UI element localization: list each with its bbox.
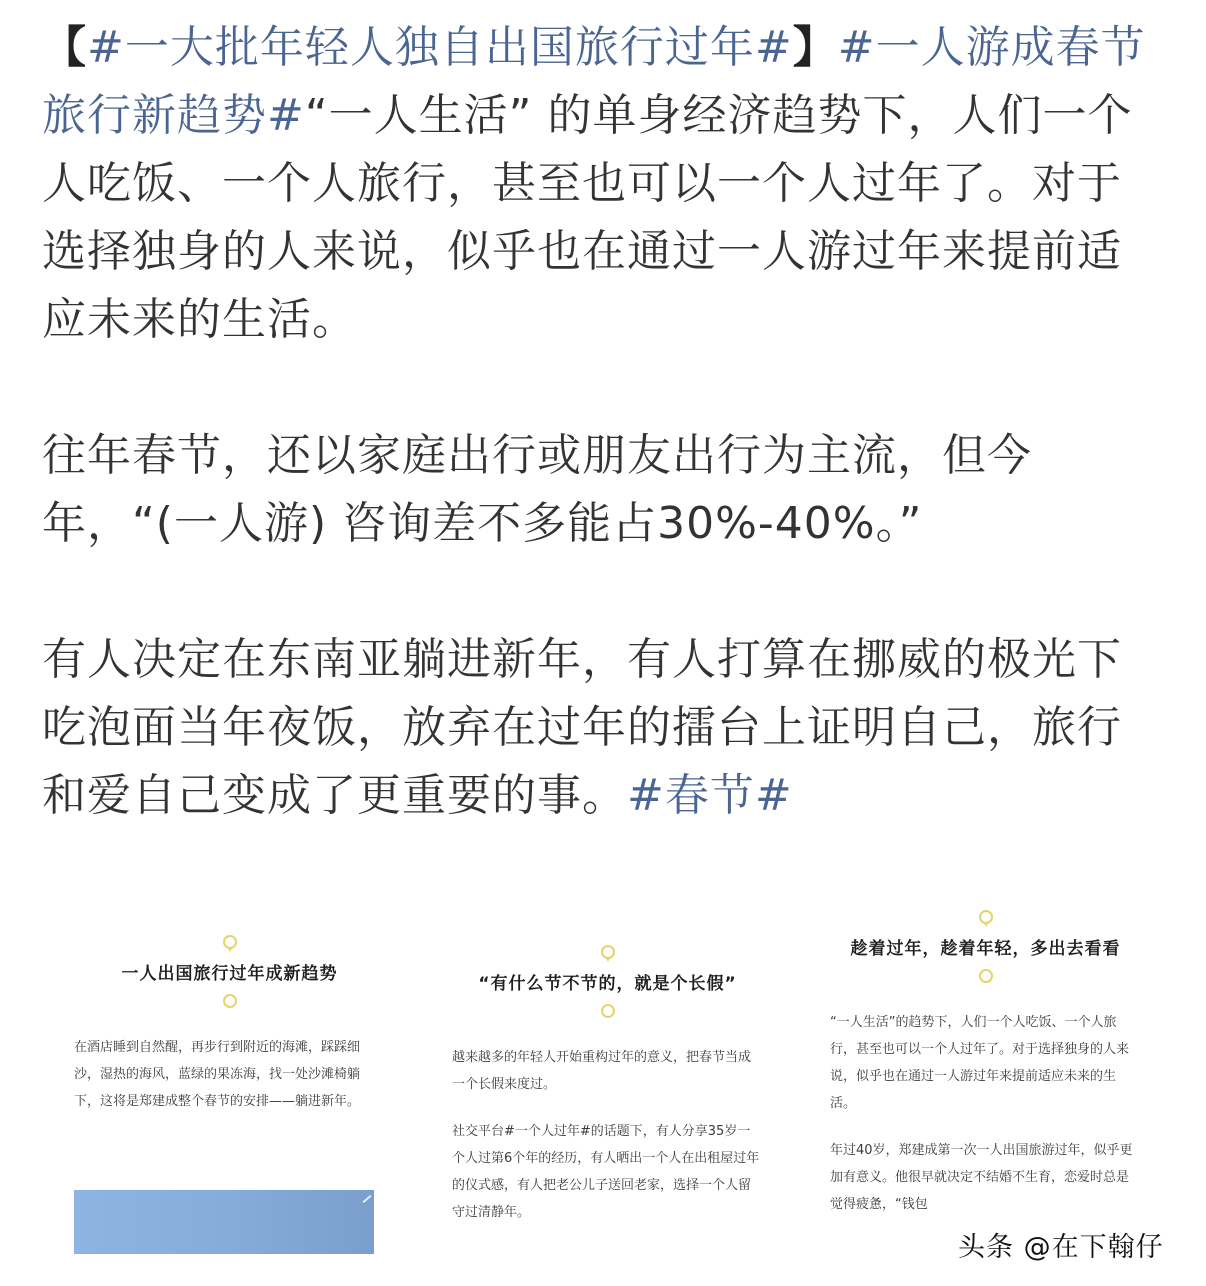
card-paragraph: 年过40岁，郑建成第一次一人出国旅游过年，似乎更加有意义。他很早就决定不结婚不生育，恋爱时总是觉得疲惫，“钱包: [830, 1143, 1133, 1212]
bracket-open: 【: [42, 22, 87, 73]
hashtag-link-new-trend[interactable]: #一人游成春节旅行新趋势#: [42, 22, 1146, 141]
circle-ornament-icon: [223, 994, 237, 1008]
bracket-close: 】: [792, 22, 838, 73]
paragraph-2-text: 往年春节，还以家庭出行或朋友出行为主流，但今年，“(一人游) 咨询差不多能占30%-40%。”: [42, 430, 1032, 549]
hashtag-link-spring-festival[interactable]: #春节#: [627, 770, 793, 821]
paragraph-2: [42, 422, 1152, 558]
paragraph-3-text: 有人决定在东南亚躺进新年，有人打算在挪威的极光下吃泡面当年夜饭，放弃在过年的擂台上证明自己，旅行和爱自己变成了更重要的事。: [42, 634, 1122, 821]
watermark: 头条 @在下翰仔: [958, 1232, 1164, 1263]
contrail-decoration: [363, 1195, 372, 1203]
card-paragraph: “一人生活”的趋势下，人们一个人吃饭、一个人旅行，甚至也可以一个人过年了。对于选择独身的人来说，似乎也在通过一人游过年来提前适应未来的生活。: [830, 1015, 1130, 1111]
card-paragraph: 社交平台#一个人过年#的话题下，有人分享35岁一个人过第6个年的经历，有人晒出一个人在出租屋过年的仪式感，有人把老公儿子送回老家，选择一个人留守过清静年。: [452, 1124, 760, 1220]
circle-ornament-icon: [979, 969, 993, 983]
card-title: 一人出国旅行过年成新趋势: [121, 964, 338, 984]
card-paragraph: 越来越多的年轻人开始重构过年的意义，把春节当成一个长假来度过。: [452, 1050, 752, 1092]
hashtag-link-solo-travel[interactable]: #一大批年轻人独自出国旅行过年#: [87, 22, 793, 73]
paragraph-1-text: “一人生活” 的单身经济趋势下，人们一个人吃饭、一个人旅行，甚至也可以一个人过年了。对于选择独身的人来说，似乎也在通过一人游过年来提前适应未来的生活。: [42, 90, 1133, 345]
circle-ornament-icon: [601, 1004, 615, 1018]
post-content: [42, 14, 1152, 898]
location-pin-icon: [979, 910, 993, 924]
paragraph-1: [42, 14, 1152, 354]
image-card-2[interactable]: [440, 945, 775, 1286]
location-pin-icon: [601, 945, 615, 959]
card-body: [62, 1034, 397, 1115]
paragraph-3: [42, 626, 1152, 830]
card-title: 趁着过年，趁着年轻，多出去看看: [850, 939, 1121, 959]
image-card-1[interactable]: [62, 935, 397, 1286]
card-body: [818, 1009, 1153, 1218]
card-title: “有什么节不节的，就是个长假”: [478, 974, 737, 994]
location-pin-icon: [223, 935, 237, 949]
beach-photo: [74, 1190, 374, 1254]
card-paragraph: 在酒店睡到自然醒，再步行到附近的海滩，踩踩细沙，湿热的海风，蓝绿的果冻海，找一处沙滩椅躺下，这将是郑建成整个春节的安排——躺进新年。: [74, 1040, 361, 1109]
card-body: [440, 1044, 775, 1226]
